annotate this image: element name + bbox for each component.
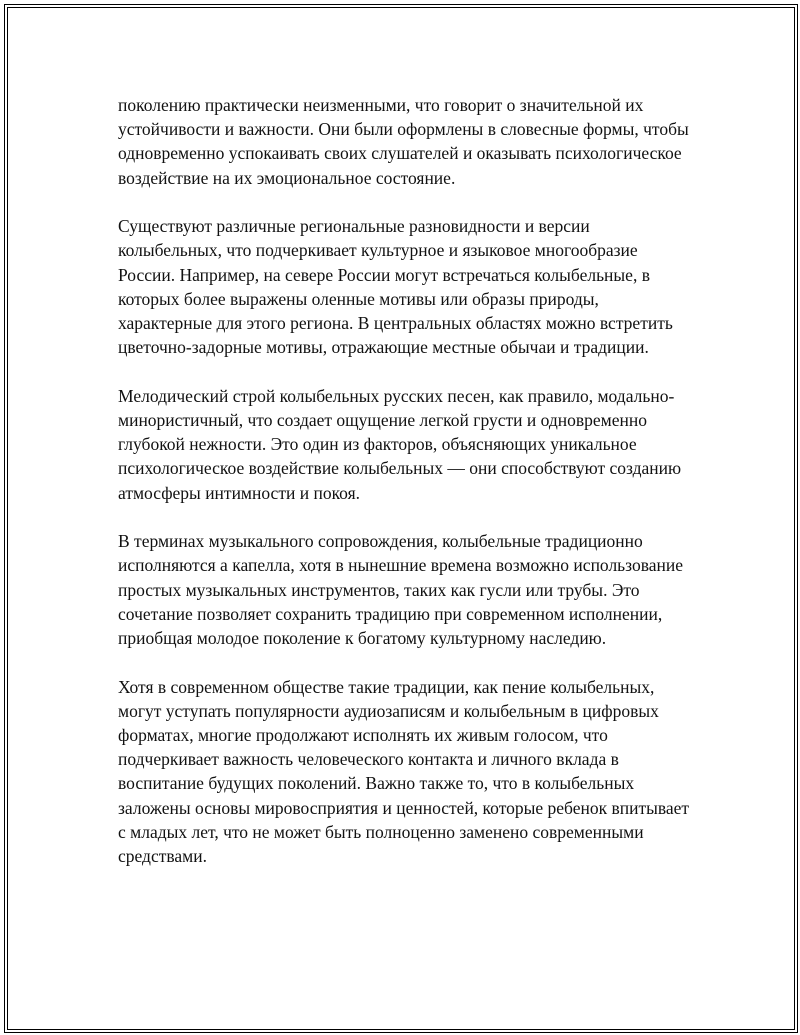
paragraph-4: В терминах музыкального сопровождения, колыбельные традиционно исполняются а капелла, хотя в нынешние времена возможно использование простых музыкальных инструментов, таких как гусли или трубы. Это сочетание позволяет сохранить традицию при современном исполнении, приобщая молодое поколение к богатому культурному наследию. bbox=[118, 531, 684, 649]
document-body bbox=[118, 93, 696, 893]
paragraph-5: Хотя в современном обществе такие традиции, как пение колыбельных, могут уступать популярности аудиозаписям и колыбельным в цифровых форматах, многие продолжают исполнять их живым голосом, что подчеркивает важность человеческого контакта и личного вклада в воспитание будущих поколений. Важно также то, что в колыбельных заложены основы мировосприятия и ценностей, которые ребенок впитывает с младых лет, что не может быть полноценно заменено современными средствами. bbox=[118, 676, 690, 867]
paragraph-3: Мелодический строй колыбельных русских песен, как правило, модально-минористичный, что создает ощущение легкой грусти и одновременно глубокой нежности. Это один из факторов, объясняющих уникальное психологическое воздействие колыбельных — они способствуют созданию атмосферы интимности и покоя. bbox=[118, 385, 682, 503]
paragraph-2: Существуют различные региональные разновидности и версии колыбельных, что подчеркивает культурное и языковое многообразие России. Например, на севере России могут встречаться колыбельные, в которых более выражены оленные мотивы или образы природы, характерные для этого региона. В центральных областях можно встретить цветочно-задорные мотивы, отражающие местные обычаи и традиции. bbox=[118, 216, 673, 358]
paragraph-1: поколению практически неизменными, что говорит о значительной их устойчивости и важности. Они были оформлены в словесные формы, чтобы одновременно успокаивать своих слушателей и оказывать психологическое воздействие на их эмоциональное состояние. bbox=[118, 95, 689, 188]
